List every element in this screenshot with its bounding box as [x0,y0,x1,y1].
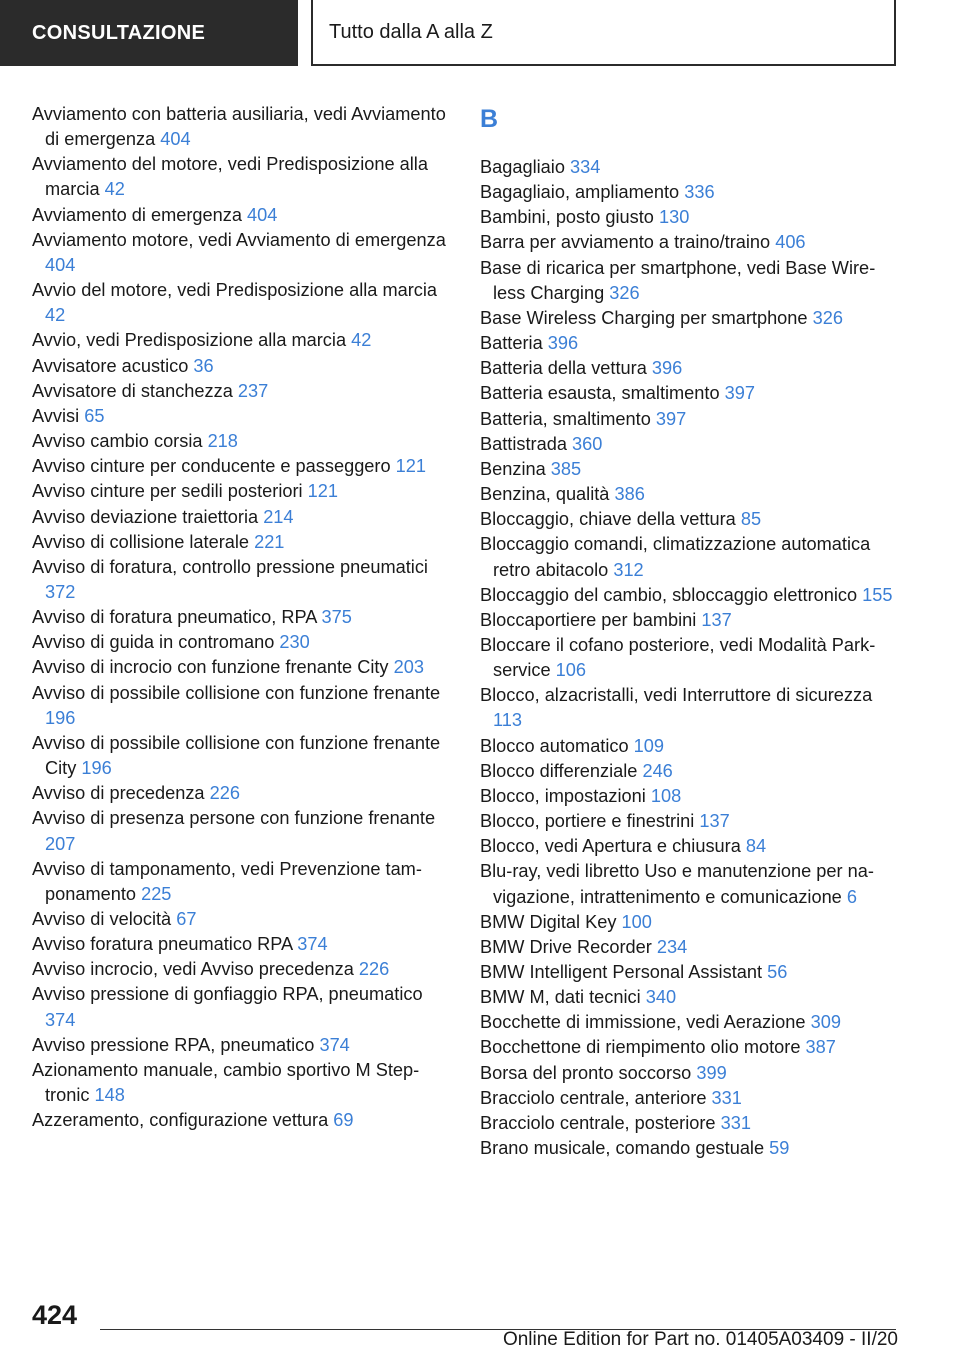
index-entry [480,1086,900,1111]
index-entry [480,1010,900,1035]
index-entry-text: Avvisatore acustico [32,355,189,376]
index-page-link[interactable]: 85 [740,509,762,530]
index-entry-text: Avviamento del motore, vedi Predisposizione alla marcia [32,154,428,200]
index-entry [32,102,448,152]
index-entry [32,982,448,1032]
index-page-link[interactable]: 312 [613,559,644,580]
index-entry-text: Bloccaggio del cambio, sbloccaggio elettronico [480,584,858,605]
index-entry-text: Blocco, alzacristalli, vedi Interruttore di sicurezza [480,685,873,706]
index-entry [32,404,448,429]
index-entry [32,479,448,504]
index-entry [32,1108,448,1133]
index-page-link[interactable]: 226 [358,959,390,980]
index-entry-text: Avviso di velocità [32,909,172,929]
index-page-link[interactable]: 59 [769,1138,790,1159]
index-entry-text: Battistrada [480,433,567,454]
index-entry-text: Azionamento manuale, cambio sportivo M Steptronic [32,1059,420,1106]
index-entry [32,203,448,228]
index-entry-text: Avviso di possibile collisione con funzione frenante [32,682,441,703]
index-entry [480,960,900,985]
index-entry [480,935,900,960]
index-entry-text: BMW Digital Key [480,911,617,932]
index-entry [32,328,448,353]
index-entry [480,356,900,381]
index-entry [480,734,900,759]
index-page-link[interactable]: 404 [45,254,76,275]
index-entry-text: Avviso cinture per conducente e passeggero [32,456,391,477]
index-page-link[interactable]: 226 [209,783,240,804]
index-entry-text: Avviso pressione RPA, pneumatico [32,1034,315,1055]
index-page-link[interactable]: 196 [81,758,112,779]
index-entry-text: Avviso cinture per sedili posteriori [32,481,303,502]
index-entry-text: Benzina [480,458,546,479]
index-page-link[interactable]: 326 [609,282,640,303]
index-page-link[interactable]: 130 [658,207,690,228]
index-page-link[interactable]: 331 [720,1112,751,1133]
index-entry [480,834,900,859]
index-page-link[interactable]: 42 [351,330,372,351]
index-page-link[interactable]: 406 [775,232,806,253]
index-column-right [480,102,900,1161]
index-entry-text: Blu-ray, vedi libretto Uso e manutenzione per navigazione, intrattenimento e comunicazione [480,861,874,907]
index-entry-text: Azzeramento, configurazione vettura [32,1110,329,1131]
index-entry [32,379,448,404]
index-entry-text: Base Wireless Charging per smartphone [480,307,808,328]
index-page-link[interactable]: 6 [846,886,857,907]
index-page-link[interactable]: 372 [45,581,76,602]
index-entry [32,555,448,605]
index-entry-text: Avviso di foratura pneumatico, RPA [32,607,317,628]
index-entry-text: Avviamento con batteria ausiliaria, vedi Avviamento di emergenza [32,104,446,150]
index-page-link[interactable]: 42 [45,305,66,326]
index-entry [32,505,448,530]
index-page-link[interactable]: 396 [547,333,579,354]
index-page-link[interactable]: 387 [805,1037,836,1058]
index-entry [480,1111,900,1136]
index-page-link[interactable]: 399 [696,1062,727,1083]
index-letter-heading: B [480,105,499,133]
index-entry-text: Avvisatore di stanchezza [32,380,233,401]
index-page-link[interactable]: 56 [767,962,788,982]
index-entry-text: Benzina, qualità [480,484,610,505]
index-entry-text: Avvisi [32,405,80,426]
index-entry [480,432,900,457]
index-page-link[interactable]: 360 [572,433,603,454]
index-entry [480,859,900,909]
index-entry-text: Avviso di foratura, controllo pressione pneumatici [32,556,428,577]
index-page-link[interactable]: 375 [321,607,352,628]
index-page-link[interactable]: 113 [493,710,522,731]
index-entry-text: Barra per avviamento a traino/traino [480,232,771,253]
index-page-link[interactable]: 246 [642,760,673,781]
index-entry-text: Bloccaggio, chiave della vettura [480,509,736,530]
index-entry-text: BMW Drive Recorder [480,936,652,957]
index-entry [480,683,900,733]
index-entry-text: Avviso deviazione traiettoria [32,506,259,527]
index-page-link[interactable]: 67 [176,909,197,929]
index-entry [32,605,448,630]
index-entry [32,857,448,907]
index-entry-text: Batteria esausta, smaltimento [480,383,720,404]
index-page-link[interactable]: 234 [656,936,688,957]
index-entry-text: Avviso cambio corsia [32,431,203,452]
index-entry [480,633,900,683]
index-entry-text: Bloccare il cofano posteriore, vedi Modalità Parkservice [480,634,876,681]
index-entry [32,781,448,806]
index-entry [480,407,900,432]
index-entry-text: Batteria [480,333,543,354]
index-entry [480,1061,900,1086]
index-page-link[interactable]: 404 [247,204,278,225]
index-page-link[interactable]: 207 [45,833,76,854]
index-page-link[interactable]: 121 [395,456,427,477]
index-entry-text: Brano musicale, comando gestuale [480,1138,765,1159]
index-entry [480,1035,900,1060]
index-page-link[interactable]: 108 [650,785,682,806]
index-list-b [480,155,900,1161]
index-entry [480,155,900,180]
index-entry-text: Bocchette di immissione, vedi Aerazione [480,1012,806,1033]
index-page-link[interactable]: 137 [701,609,732,630]
index-page-link[interactable]: 374 [319,1034,350,1055]
index-entry [480,985,900,1010]
index-page-link[interactable]: 396 [651,358,683,379]
index-entry [480,910,900,935]
index-entry [32,152,448,202]
index-entry-text: Avviso di collisione laterale [32,531,250,552]
index-page-link[interactable]: 100 [621,911,652,932]
index-entry [32,278,448,328]
index-entry-text: Bracciolo centrale, anteriore [480,1087,707,1108]
index-entry [480,331,900,356]
index-page-link[interactable]: 326 [812,307,843,328]
index-page-link[interactable]: 121 [307,481,338,502]
index-entry [32,454,448,479]
index-page-link[interactable]: 106 [555,660,587,681]
index-entry-text: Bagagliaio, ampliamento [480,182,680,203]
chapter-title: Tutto dalla A alla Z [311,0,896,66]
index-entry-text: Avviso incrocio, vedi Avviso precedenza [32,959,354,980]
index-entry-text: Avviso di presenza persone con funzione frenante [32,808,436,829]
index-page-link[interactable]: 374 [45,1009,76,1030]
index-entry-text: Blocco, vedi Apertura e chiusura [480,836,741,857]
index-entry-text: Blocco differenziale [480,760,638,781]
index-entry [32,806,448,856]
index-entry [32,1033,448,1058]
index-entry [480,759,900,784]
index-entry-text: Borsa del pronto soccorso [480,1062,692,1083]
index-page-link[interactable]: 65 [84,405,105,426]
index-entry-text: Batteria, smaltimento [480,408,651,429]
index-page-link[interactable]: 386 [614,484,645,505]
index-entry-text: Avviso di precedenza [32,783,205,804]
index-page-link[interactable]: 397 [724,383,756,404]
index-entry [480,482,900,507]
index-entry-text: Bloccaportiere per bambini [480,609,697,630]
index-entry [32,228,448,278]
index-entry-text: Avvio, vedi Predisposizione alla marcia [32,330,347,351]
index-entry [480,230,900,255]
index-entry-text: Avviso di incrocio con funzione frenante City [32,657,389,678]
index-entry-text: Blocco automatico [480,735,629,756]
index-entry-text: BMW Intelligent Personal Assistant [480,962,763,982]
index-entry [32,932,448,957]
index-entry-text: Avvio del motore, vedi Predisposizione alla marcia [32,280,438,301]
index-entry-text: Blocco, portiere e finestrini [480,811,695,832]
index-entry-text: Base di ricarica per smartphone, vedi Base Wireless Charging [480,257,876,303]
index-page-link[interactable]: 196 [45,707,76,728]
index-entry [32,1058,448,1108]
index-entry [480,457,900,482]
index-page-link[interactable]: 214 [263,506,294,527]
index-entry [480,809,900,834]
index-entry-text: Avviamento motore, vedi Avviamento di emergenza [32,229,446,250]
index-page-link[interactable]: 203 [393,657,424,678]
index-entry-text: Avviso foratura pneumatico RPA [32,934,293,955]
index-entry-text: Avviso pressione di gonfiaggio RPA, pneumatico [32,984,423,1005]
index-page-link[interactable]: 137 [699,811,730,832]
index-page-link[interactable]: 309 [810,1012,841,1033]
page-header [0,0,960,66]
index-entry-text: Bocchettone di riempimento olio motore [480,1037,801,1058]
index-entry [480,180,900,205]
index-entry [32,429,448,454]
index-entry [480,784,900,809]
index-entry [480,532,900,582]
index-page-link[interactable]: 218 [207,431,238,452]
page-number: 424 [32,1300,78,1330]
index-page-link[interactable]: 404 [160,129,191,150]
index-page-link[interactable]: 397 [655,408,687,429]
index-entry-text: BMW M, dati tecnici [480,987,641,1008]
index-entry-text: Avviso di guida in contromano [32,632,275,653]
index-entry-text: Blocco, impostazioni [480,785,646,806]
index-page-link[interactable]: 334 [570,157,601,177]
index-entry [32,530,448,555]
index-entry-text: Bracciolo centrale, posteriore [480,1112,716,1133]
index-page-link[interactable]: 340 [645,987,677,1008]
index-entry [480,381,900,406]
index-page-link[interactable]: 237 [237,380,269,401]
index-page-link[interactable]: 331 [711,1087,742,1108]
index-entry [480,1136,900,1161]
index-entry [480,507,900,532]
index-entry [480,256,900,306]
index-page-link[interactable]: 84 [745,836,767,857]
index-entry-text: Batteria della vettura [480,358,647,379]
index-page-link[interactable]: 109 [633,735,665,756]
index-entry-text: Avviso di tamponamento, vedi Prevenzione tamponamento [32,858,422,904]
index-entry-text: Bambini, posto giusto [480,207,654,228]
section-title: CONSULTAZIONE [0,0,298,66]
index-page-link[interactable]: 230 [279,632,310,653]
index-entry [480,205,900,230]
index-page-link[interactable]: 374 [297,934,328,955]
index-entry [480,306,900,331]
index-entry [32,907,448,932]
index-page-link[interactable]: 69 [333,1110,354,1131]
index-entry-text: Bagagliaio [480,157,565,177]
index-entry [32,731,448,781]
index-entry [32,957,448,982]
index-entry [480,608,900,633]
index-entry-text: Avviamento di emergenza [32,204,242,225]
index-column-left [32,102,448,1133]
index-entry [32,354,448,379]
index-page-link[interactable]: 155 [862,584,893,605]
index-entry [32,630,448,655]
index-page-link[interactable]: 42 [104,179,125,200]
index-page-link[interactable]: 336 [684,182,715,203]
index-page-link[interactable]: 36 [193,355,214,376]
index-entry [480,583,900,608]
index-entry-text: Bloccaggio comandi, climatizzazione automatica retro abitacolo [480,534,871,580]
index-entry-text: Avviso di possibile collisione con funzione frenante City [32,732,441,779]
index-page-link[interactable]: 385 [550,458,582,479]
edition-note: Online Edition for Part no. 01405A03409 - II/20 [502,1329,898,1350]
index-page-link[interactable]: 225 [141,883,172,904]
index-entry [32,655,448,680]
index-entry [32,681,448,731]
index-page-link[interactable]: 221 [254,531,285,552]
index-page-link[interactable]: 148 [94,1085,125,1106]
